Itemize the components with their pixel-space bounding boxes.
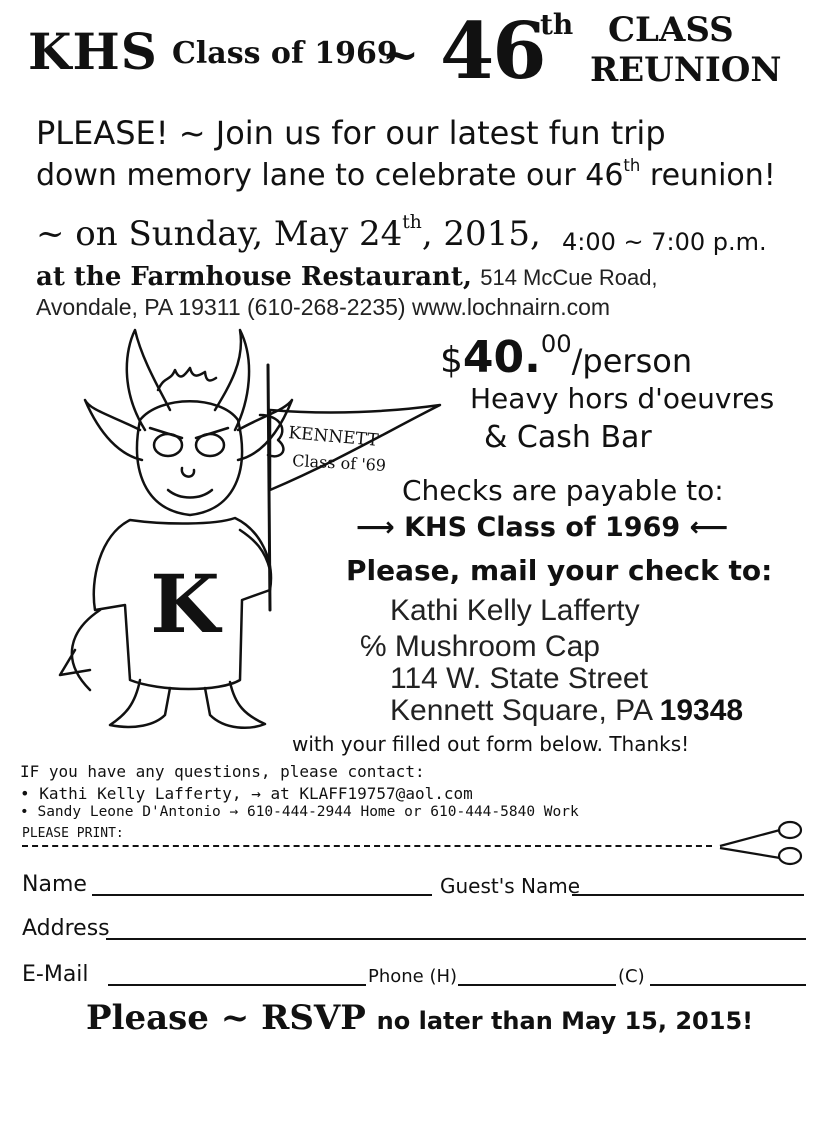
header-khs: KHS <box>28 22 158 81</box>
event-time: 4:00 ~ 7:00 p.m. <box>562 228 767 256</box>
invite-line-2-sup: th <box>623 156 641 175</box>
event-date <box>36 214 541 254</box>
price <box>440 332 692 383</box>
contact-1: • Kathi Kelly Lafferty, → at KLAFF19757@aol.com <box>20 784 473 803</box>
header-class-of: Class of 1969 <box>172 36 398 71</box>
event-venue-line-2: Avondale, PA 19311 (610-268-2235) www.lochnairn.com <box>36 294 611 320</box>
price-per: /person <box>571 342 693 380</box>
price-cents: 00 <box>540 330 572 358</box>
pricing-food: Heavy hors d'oeuvres <box>470 382 775 415</box>
shirt-k-letter: K <box>150 557 220 651</box>
recipient-street: 114 W. State Street <box>390 662 648 695</box>
payment-mail-label: Please, mail your check to: <box>346 554 773 587</box>
event-venue <box>36 262 658 292</box>
rsvp-line <box>86 998 753 1038</box>
scissors-icon <box>716 818 806 866</box>
payment-payable-label: Checks are payable to: <box>402 474 724 507</box>
payment-payee-text: KHS Class of 1969 <box>404 512 681 543</box>
recipient-city-text: Kennett Square, PA <box>390 694 652 727</box>
name-label: Name <box>22 872 87 897</box>
rsvp-text-a: Please ~ RSVP <box>86 998 366 1038</box>
cut-line <box>22 845 712 847</box>
phone-home-label: Phone (H) <box>368 966 458 987</box>
contact-2: • Sandy Leone D'Antonio → 610-444-2944 Home or 610-444-5840 Work <box>20 804 579 820</box>
invite-line-1: PLEASE! ~ Join us for our latest fun trip <box>36 114 666 152</box>
invite-line-2-a: down memory lane to celebrate our 46 <box>36 158 624 193</box>
event-date-a: ~ on Sunday, May 24 <box>36 214 403 254</box>
invite-line-2 <box>36 158 776 193</box>
kennett-devil-mascot <box>30 320 450 740</box>
header-class: CLASS <box>608 10 734 50</box>
header-th: th <box>540 8 574 41</box>
email-field[interactable] <box>108 984 366 986</box>
event-date-sup: th <box>402 212 422 233</box>
price-amount: 40. <box>462 332 541 383</box>
event-venue-name: at the Farmhouse Restaurant, <box>36 262 472 292</box>
address-label: Address <box>22 916 110 941</box>
event-date-b: , 2015, <box>421 214 541 254</box>
name-field[interactable] <box>92 894 432 896</box>
pennant-kennett: KENNETT <box>287 423 380 451</box>
phone-home-field[interactable] <box>458 984 616 986</box>
email-label: E-Mail <box>22 962 89 987</box>
recipient-name: Kathi Kelly Lafferty <box>390 594 640 627</box>
rsvp-text-b: no later than May 15, 2015! <box>376 1007 754 1035</box>
event-venue-addr: 514 McCue Road, <box>480 265 658 290</box>
phone-cell-label: (C) <box>618 966 645 987</box>
recipient-zip: 19348 <box>659 694 744 727</box>
price-dollar: $ <box>440 340 463 381</box>
please-print-label: PLEASE PRINT: <box>22 826 124 841</box>
contacts-heading: IF you have any questions, please contact: <box>20 762 425 781</box>
arrow-left-icon: ⟵ <box>689 512 729 543</box>
recipient-co: ℅ Mushroom Cap <box>360 630 600 663</box>
arrow-right-icon: ⟶ <box>356 512 395 543</box>
invite-line-2-b: reunion! <box>649 158 776 193</box>
guest-name-label: Guest's Name <box>440 874 581 898</box>
payment-form-note: with your filled out form below. Thanks! <box>292 732 690 756</box>
pricing-bar: & Cash Bar <box>484 420 652 455</box>
pennant-class: Class of '69 <box>291 451 387 475</box>
header-reunion: REUNION <box>590 50 782 90</box>
header-tilde: ~ <box>382 30 419 81</box>
phone-cell-field[interactable] <box>650 984 806 986</box>
header-46: 46 <box>440 6 545 97</box>
address-field[interactable] <box>106 938 806 940</box>
guest-name-field[interactable] <box>572 894 804 896</box>
